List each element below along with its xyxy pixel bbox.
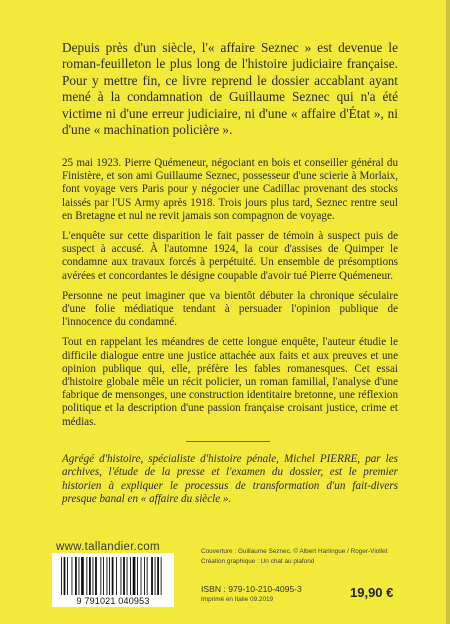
barcode-bar [112,557,114,595]
barcode-bar [95,557,97,595]
barcode-bar [133,557,136,595]
barcode-bar [123,557,125,595]
barcode-bar [107,557,108,595]
barcode-bar [121,557,122,595]
barcode-bar [100,557,101,595]
isbn: ISBN : 979-10-210-4095-3 [201,584,302,594]
cover-edge [446,0,450,624]
body-text [62,157,398,436]
barcode-bar [72,557,73,595]
divider [186,441,270,442]
barcode [52,553,174,607]
barcode-bar [89,557,91,595]
barcode-bar [155,557,156,595]
barcode-bar [67,557,68,595]
barcode-bar [161,557,162,595]
paragraph-2: L'enquête sur cette disparition le fait passer de témoin à suspect puis de suspect à accusé. À l'automne 1924, la cour d'assises de Quimper le condamne aux travaux forcés à perpétuité. Un ensemble de présomptions avérées et concordantes le désigne coupable d'avoir tué Pierre Quémeneur. [62,230,398,282]
barcode-bar [79,557,80,595]
barcode-bar [116,557,117,595]
barcode-bar [151,557,153,595]
barcode-bar [103,557,104,595]
credits [201,547,387,567]
barcode-bar [81,557,84,595]
author-bio: Agrégé d'histoire, spécialiste d'histoire pénale, Michel PIERRE, par les archives, l'étude de la presse et l'examen du dossier, est le premier historien à expliquer le processus de transformation d'un fait-divers presque banal en « affaire du siècle ». [62,453,398,506]
barcode-bar [144,557,145,595]
barcode-bar [109,557,110,595]
paragraph-3: Personne ne peut imaginer que va bientôt débuter la chronique séculaire d'une folie médiatique tendant à persuader l'opinion publique de l'innocence du condamné. [62,289,398,329]
intro-paragraph: Depuis près d'un siècle, l'« affaire Seznec » est devenue le roman-feuilleton le plus long de l'histoire judiciaire française. Pour y mettre fin, ce livre reprend le dossier accablant ayant mené à la condamnation de Guillaume Seznec qui n'a été victime ni d'une erreur judiciaire, ni d'une « affaire d'État », ni d'une « machination policière ». [62,40,398,138]
barcode-bar [130,557,131,595]
publisher-website: www.tallandier.com [56,541,160,553]
printed-info: Imprimé en Italie 09.2019 [201,596,274,603]
barcode-bar [127,557,128,595]
barcode-bar [61,557,62,595]
design-credit: Création graphique : Un chat au plafond [201,558,315,565]
barcode-bar [64,557,66,595]
barcode-bar [86,557,87,595]
cover-credit: Couverture : Guillaume Seznec. © Albert Harlingue / Roger-Viollet [201,548,388,555]
paragraph-1: 25 mai 1923. Pierre Quémeneur, négociant en bois et conseiller général du Finistère, et son ami Guillaume Seznec, possesseur d'une scierie à Morlaix, font voyage vers Paris pour y négocier une Cadillac provenant des stocks laissés par l'US Army après 1918. Trois jours plus tard, Seznec rentre seul en Bretagne et nul ne revit jamais son compagnon de voyage. [62,157,398,222]
barcode-bar [141,557,142,595]
barcode-bar [147,557,148,595]
paragraph-4: Tout en rappelant les méandres de cette longue enquête, l'auteur étudie le difficile dialogue entre une justice attachée aux faits et aux preuves et une opinion publique qui, elle, préfère les fables romanesques. Cet essai d'histoire globale mêle un récit policier, un roman familial, l'analyse d'une fabrique de mensonges, une construction identitaire bretonne, une réflexion politique et la description d'une passion française croisant justice, crime et médias. [62,336,398,428]
barcode-bar [75,557,77,595]
barcode-bar [93,557,94,595]
price: 19,90 € [350,585,394,600]
barcode-digits: 9 791021 040953 [76,596,150,606]
barcode-bar [157,557,159,595]
barcode-bars [61,557,165,595]
barcode-bar [137,557,138,595]
